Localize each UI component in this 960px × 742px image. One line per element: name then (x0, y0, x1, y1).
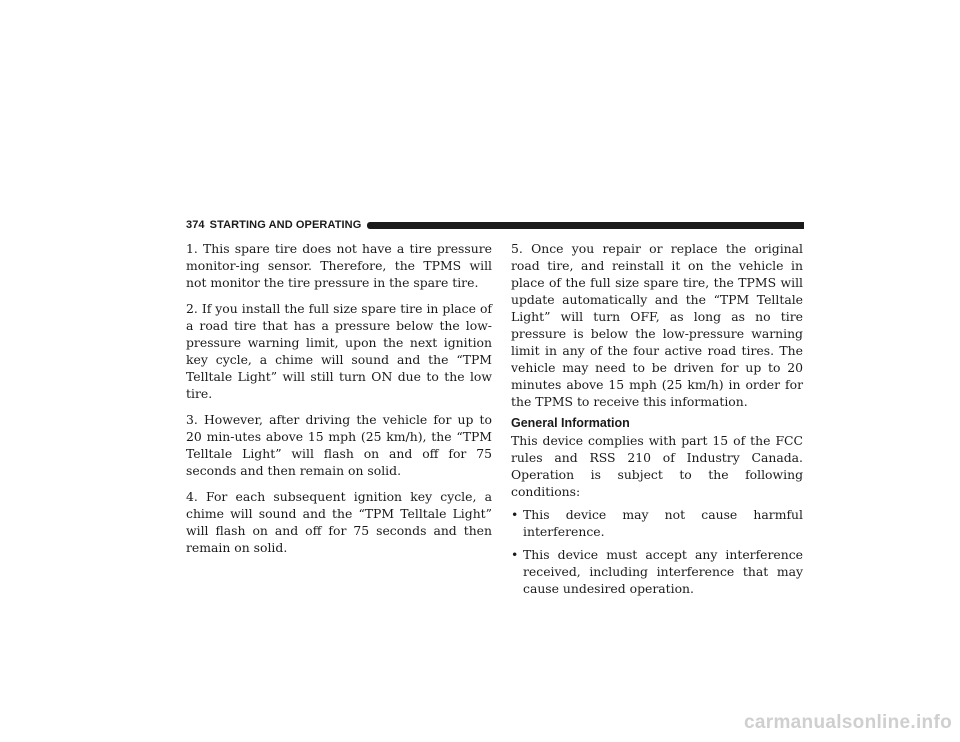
paragraph-5: 5. Once you repair or replace the original road tire, and reinstall it on the vehicle in place of the full size spare tire, the TPMS will update automatically and the “TPM Telltale Light” will turn OFF, as long as no tire pressure is below the low-pressure warning limit in any of the four active road tires. The vehicle may need to be driven for up to 20 minutes above 15 mph (25 km/h) in order for the TPMS to receive this information. (511, 241, 803, 409)
paragraph-2: 2. If you install the full size spare tire in place of a road tire that has a pressure below the low-pressure warning limit, upon the next ignition key cycle, a chime will sound and the “TPM Telltale Light” will still turn ON due to the low tire. (186, 301, 492, 401)
left-column (186, 240, 492, 565)
page-header (186, 218, 804, 232)
watermark: carmanualsonline.info (744, 712, 952, 733)
header-rule (367, 222, 804, 229)
list-item-text: This device must accept any interference received, including interference that may cause undesired operation. (523, 547, 803, 596)
paragraph-3: 3. However, after driving the vehicle for up to 20 min-utes above 15 mph (25 km/h), the “TPM Telltale Light” will flash on and off for 75 seconds and then remain on solid. (186, 412, 492, 478)
bullet-icon: • (511, 547, 519, 562)
paragraph-1: 1. This spare tire does not have a tire pressure monitor-ing sensor. Therefore, the TPMS will not monitor the tire pressure in the spare tire. (186, 241, 492, 290)
page-number: 374 (186, 219, 205, 231)
list-item (511, 506, 803, 540)
paragraph-4: 4. For each subsequent ignition key cycle, a chime will sound and the “TPM Telltale Light” will flash on and off for 75 seconds and then remain on solid. (186, 489, 492, 555)
conditions-list (511, 506, 803, 597)
list-item-text: This device may not cause harmful interference. (523, 507, 803, 539)
section-heading: General Information (511, 416, 630, 430)
list-item (511, 546, 803, 597)
section-title: STARTING AND OPERATING (209, 219, 362, 231)
right-column (511, 240, 803, 603)
bullet-icon: • (511, 507, 519, 522)
fcc-intro: This device complies with part 15 of the FCC rules and RSS 210 of Industry Canada. Operation is subject to the following conditions: (511, 433, 803, 499)
